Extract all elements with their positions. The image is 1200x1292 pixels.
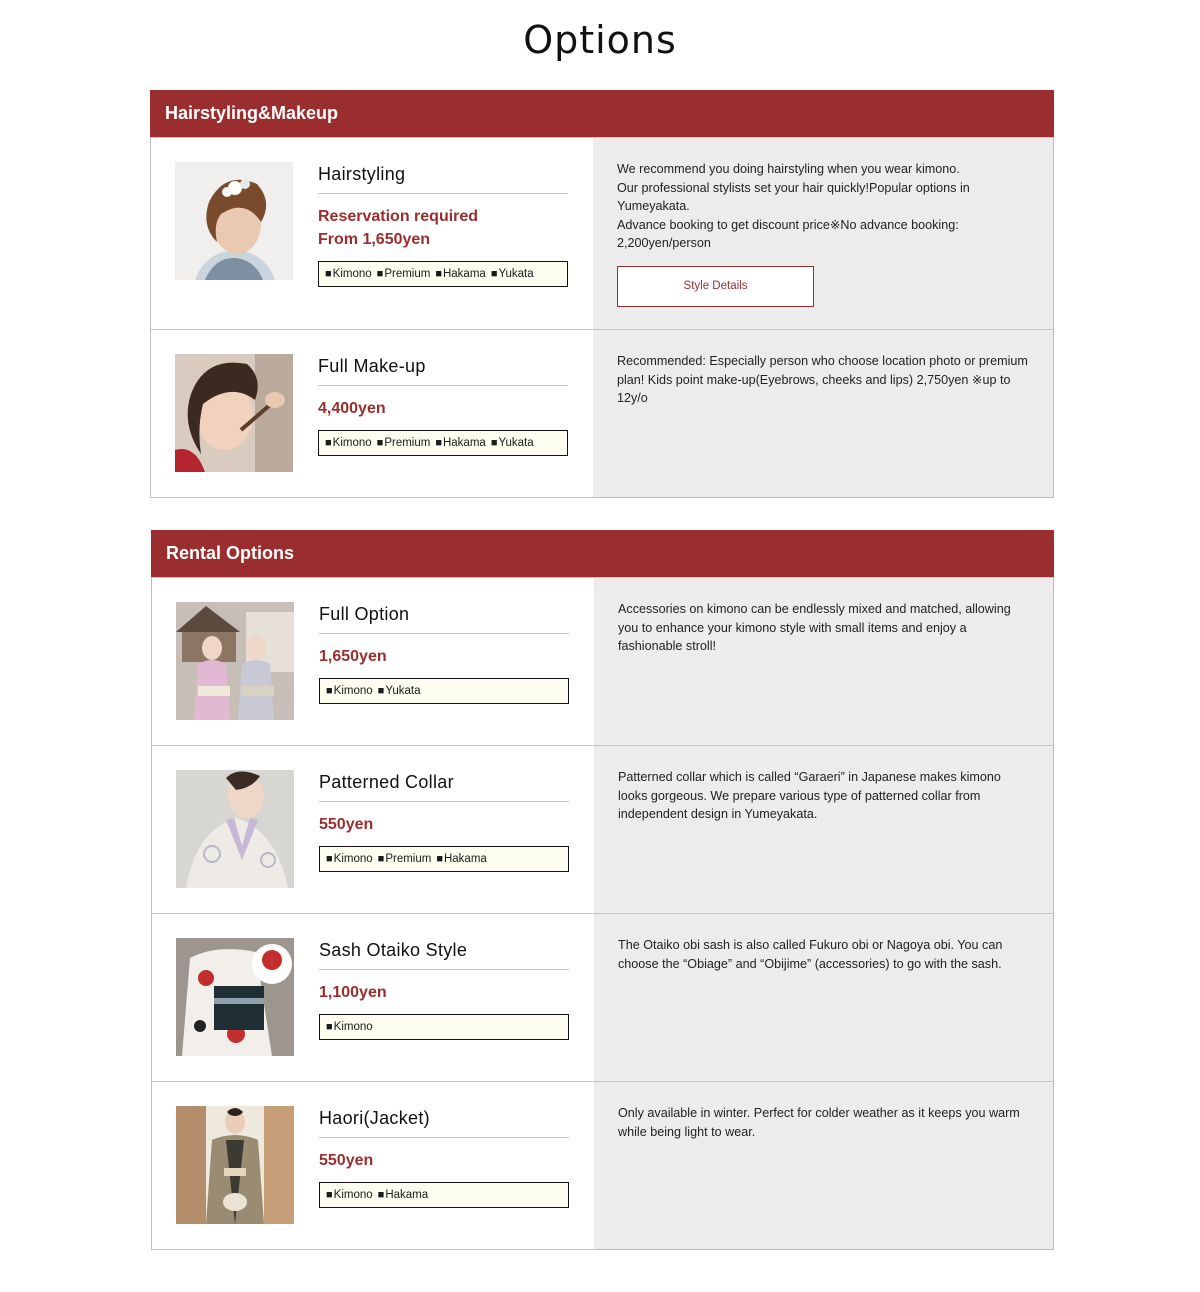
option-summary [151, 330, 593, 497]
plan-tags [319, 678, 569, 704]
item-price [319, 645, 569, 668]
item-price [319, 1149, 569, 1172]
section-rental-options [151, 530, 1054, 1250]
price-line: 550yen [319, 1152, 374, 1169]
option-row-patterned-collar [152, 745, 1053, 913]
hairstyling-photo [175, 162, 293, 280]
option-summary [151, 138, 593, 329]
option-description-panel [594, 914, 1053, 1081]
tag: ■ Hakama [435, 268, 485, 280]
tag: ■ Yukata [378, 685, 421, 697]
option-summary [152, 914, 594, 1081]
tag: ■ Yukata [491, 268, 534, 280]
style-details-button[interactable]: Style Details [617, 266, 814, 307]
section-hairstyling-makeup [150, 90, 1054, 498]
option-info [319, 602, 569, 745]
tag: ■ Yukata [491, 437, 534, 449]
section-header: Hairstyling&Makeup [150, 90, 1054, 137]
haori-jacket-photo [176, 1106, 294, 1224]
option-row-haori-jacket [152, 1081, 1053, 1249]
plan-tags [319, 1182, 569, 1208]
item-name: Patterned Collar [319, 770, 569, 802]
item-description: We recommend you doing hairstyling when you wear kimono. Our professional stylists set your hair quickly!Popular options in Yumeyakata. Advance booking to get discount price※No advance booking: 2,200yen/person [617, 162, 970, 250]
option-row-hairstyling [151, 137, 1053, 329]
tag: ■ Hakama [378, 1189, 428, 1201]
option-info [318, 354, 568, 497]
plan-tags [318, 261, 568, 287]
tag: ■ Premium [378, 853, 432, 865]
item-name: Sash Otaiko Style [319, 938, 569, 970]
tag: ■ Kimono [325, 437, 372, 449]
plan-tags [319, 1014, 569, 1040]
tag: ■ Premium [377, 437, 431, 449]
tag: ■ Kimono [326, 853, 373, 865]
item-name: Haori(Jacket) [319, 1106, 569, 1138]
price-line: 4,400yen [318, 400, 386, 417]
full-option-photo [176, 602, 294, 720]
item-description: Recommended: Especially person who choose location photo or premium plan! Kids point make-up(Eyebrows, cheeks and lips) 2,750yen ※up to 12y/o [617, 354, 1028, 405]
plan-tags [318, 430, 568, 456]
price-line: 550yen [319, 816, 374, 833]
item-description: The Otaiko obi sash is also called Fukuro obi or Nagoya obi. You can choose the “Obiage” and “Obijime” (accessories) to go with the sash. [618, 938, 1003, 971]
item-price [319, 981, 569, 1004]
option-summary [152, 1082, 594, 1249]
option-row-sash-otaiko [152, 913, 1053, 1081]
tag: ■ Kimono [326, 1021, 373, 1033]
full-makeup-photo [175, 354, 293, 472]
tag: ■ Kimono [326, 685, 373, 697]
option-row-full-makeup [151, 329, 1053, 497]
option-description-panel [593, 330, 1053, 497]
tag: ■ Kimono [325, 268, 372, 280]
item-name: Full Option [319, 602, 569, 634]
item-price [319, 813, 569, 836]
section-header: Rental Options [151, 530, 1054, 577]
item-description: Accessories on kimono can be endlessly mixed and matched, allowing you to enhance your kimono style with small items and enjoy a fashionable stroll! [618, 602, 1011, 653]
option-summary [152, 578, 594, 745]
item-description: Only available in winter. Perfect for colder weather as it keeps you warm while being light to wear. [618, 1106, 1020, 1139]
option-info [319, 1106, 569, 1249]
patterned-collar-photo [176, 770, 294, 888]
tag: ■ Kimono [326, 1189, 373, 1201]
option-description-panel [593, 138, 1053, 329]
price-line: 1,100yen [319, 984, 387, 1001]
option-summary [152, 746, 594, 913]
price-line: From 1,650yen [318, 231, 431, 248]
sash-otaiko-photo [176, 938, 294, 1056]
option-description-panel [594, 578, 1053, 745]
price-line: 1,650yen [319, 648, 387, 665]
tag: ■ Hakama [436, 853, 486, 865]
option-description-panel [594, 1082, 1053, 1249]
option-description-panel [594, 746, 1053, 913]
item-description: Patterned collar which is called “Garaeri” in Japanese makes kimono looks gorgeous. We prepare various type of patterned collar from independent design in Yumeyakata. [618, 770, 1001, 821]
tag: ■ Premium [377, 268, 431, 280]
tag: ■ Hakama [435, 437, 485, 449]
option-row-full-option [152, 577, 1053, 745]
option-info [319, 770, 569, 913]
item-price [318, 205, 568, 251]
price-line: Reservation required [318, 208, 479, 225]
page-title: Options [523, 18, 677, 62]
option-info [318, 162, 568, 329]
option-info [319, 938, 569, 1081]
plan-tags [319, 846, 569, 872]
item-name: Full Make-up [318, 354, 568, 386]
item-name: Hairstyling [318, 162, 568, 194]
item-price [318, 397, 568, 420]
